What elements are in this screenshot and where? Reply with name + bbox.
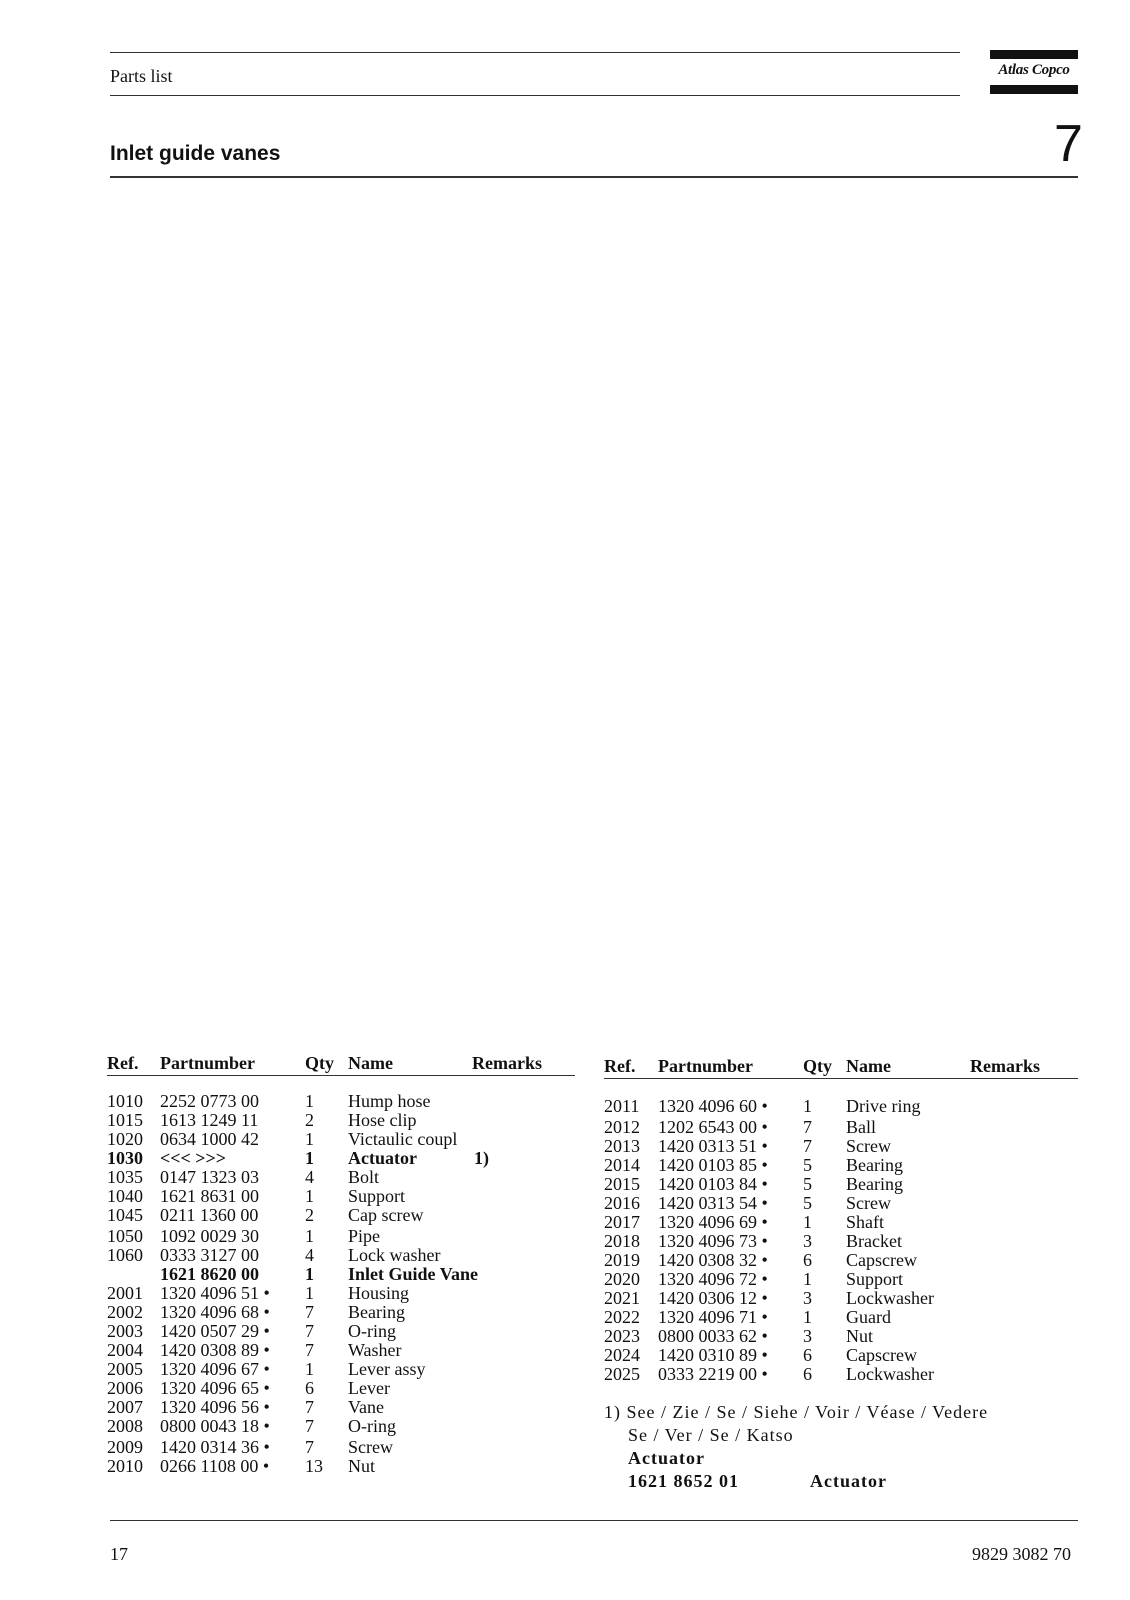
cell-part: 0333 3127 00 xyxy=(160,1245,259,1265)
cell-part: 1613 1249 11 xyxy=(160,1110,259,1130)
right-header-remarks: Remarks xyxy=(970,1056,1040,1076)
cell-qty: 7 xyxy=(305,1340,314,1360)
cell-qty: 1 xyxy=(305,1226,314,1246)
cell-ref: 2008 xyxy=(107,1416,143,1436)
footnote-line1: 1) See / Zie / Se / Siehe / Voir / Véase / Vedere xyxy=(604,1402,989,1422)
brand-wordmark: Atlas Copco xyxy=(998,62,1070,78)
cell-ref: 2001 xyxy=(107,1283,143,1303)
footnote-line2: Se / Ver / Se / Katso xyxy=(628,1425,794,1445)
cell-qty: 6 xyxy=(803,1345,812,1365)
cell-part: 1420 0310 89 • xyxy=(658,1345,768,1365)
footnote-ref-part-name: Actuator xyxy=(810,1471,887,1491)
cell-name: Lockwasher xyxy=(846,1288,934,1308)
cell-name: Screw xyxy=(846,1136,891,1156)
cell-ref: 2020 xyxy=(604,1269,640,1289)
cell-ref: 2004 xyxy=(107,1340,143,1360)
document-number: 9829 3082 70 xyxy=(972,1544,1071,1564)
cell-name: Screw xyxy=(846,1193,891,1213)
cell-ref: 1040 xyxy=(107,1186,143,1206)
cell-qty: 6 xyxy=(803,1364,812,1384)
cell-name: Vane xyxy=(348,1397,384,1417)
cell-part: 1320 4096 60 • xyxy=(658,1096,768,1116)
cell-name: Inlet Guide Vane xyxy=(348,1264,479,1284)
cell-qty: 2 xyxy=(305,1205,314,1225)
left-header-ref: Ref. xyxy=(107,1053,139,1073)
cell-ref: 2012 xyxy=(604,1117,640,1137)
cell-name: Housing xyxy=(348,1283,410,1303)
cell-qty: 1 xyxy=(803,1307,812,1327)
cell-qty: 7 xyxy=(305,1397,314,1417)
cell-name: Hump hose xyxy=(348,1091,431,1111)
cell-qty: 1 xyxy=(305,1186,314,1206)
right-header-part: Partnumber xyxy=(658,1056,753,1076)
cell-part: 0800 0043 18 • xyxy=(160,1416,270,1436)
right-header-qty: Qty xyxy=(803,1056,832,1076)
cell-name: Cap screw xyxy=(348,1205,424,1225)
cell-name: Hose clip xyxy=(348,1110,417,1130)
cell-name: O-ring xyxy=(348,1416,396,1436)
cell-ref: 1045 xyxy=(107,1205,143,1225)
footnote-ref-part: 1621 8652 01 xyxy=(628,1471,739,1491)
cell-ref: 2022 xyxy=(604,1307,640,1327)
cell-qty: 7 xyxy=(803,1136,812,1156)
cell-part: 1420 0507 29 • xyxy=(160,1321,270,1341)
cell-ref: 1030 xyxy=(107,1148,143,1168)
cell-ref: 2002 xyxy=(107,1302,143,1322)
cell-part: 1420 0308 89 • xyxy=(160,1340,270,1360)
cell-name: Shaft xyxy=(846,1212,884,1232)
cell-part: 1202 6543 00 • xyxy=(658,1117,768,1137)
cell-qty: 2 xyxy=(305,1110,314,1130)
cell-name: Nut xyxy=(348,1456,375,1476)
cell-ref: 2019 xyxy=(604,1250,640,1270)
cell-part: 1320 4096 72 • xyxy=(658,1269,768,1289)
cell-ref: 2018 xyxy=(604,1231,640,1251)
cell-ref: 2006 xyxy=(107,1378,143,1398)
cell-qty: 7 xyxy=(305,1416,314,1436)
cell-qty: 3 xyxy=(803,1326,812,1346)
cell-name: Drive ring xyxy=(846,1096,921,1116)
title-rule xyxy=(110,176,1078,178)
cell-part: 1320 4096 73 • xyxy=(658,1231,768,1251)
cell-qty: 1 xyxy=(305,1129,314,1149)
left-header-part: Partnumber xyxy=(160,1053,255,1073)
cell-ref: 2023 xyxy=(604,1326,640,1346)
left-header-name: Name xyxy=(348,1053,393,1073)
cell-name: Pipe xyxy=(348,1226,381,1246)
cell-name: Guard xyxy=(846,1307,891,1327)
cell-name: Support xyxy=(846,1269,904,1289)
cell-qty: 7 xyxy=(305,1302,314,1322)
cell-ref: 2009 xyxy=(107,1437,143,1457)
cell-qty: 1 xyxy=(305,1091,314,1111)
cell-qty: 5 xyxy=(803,1174,812,1194)
cell-part: 1420 0313 54 • xyxy=(658,1193,768,1213)
left-header-remarks: Remarks xyxy=(472,1053,542,1073)
cell-part: 1320 4096 51 • xyxy=(160,1283,270,1303)
cell-qty: 1 xyxy=(305,1359,314,1379)
cell-ref: 1010 xyxy=(107,1091,143,1111)
cell-ref: 1035 xyxy=(107,1167,143,1187)
cell-qty: 6 xyxy=(305,1378,314,1398)
cell-name: Screw xyxy=(348,1437,393,1457)
cell-part: 1420 0313 51 • xyxy=(658,1136,768,1156)
cell-name: Lever assy xyxy=(348,1359,426,1379)
cell-name: Bracket xyxy=(846,1231,902,1251)
footer-rule xyxy=(110,1520,1078,1521)
cell-part: 0800 0033 62 • xyxy=(658,1326,768,1346)
cell-part: 1420 0308 32 • xyxy=(658,1250,768,1270)
cell-ref: 2005 xyxy=(107,1359,143,1379)
cell-ref: 1060 xyxy=(107,1245,143,1265)
cell-name: Ball xyxy=(846,1117,876,1137)
cell-ref: 2007 xyxy=(107,1397,143,1417)
cell-ref: 2014 xyxy=(604,1155,640,1175)
cell-ref: 2011 xyxy=(604,1096,640,1116)
cell-qty: 3 xyxy=(803,1288,812,1308)
cell-remarks: 1) xyxy=(474,1148,489,1168)
cell-qty: 7 xyxy=(305,1321,314,1341)
cell-part: 1320 4096 65 • xyxy=(160,1378,270,1398)
cell-ref: 2016 xyxy=(604,1193,640,1213)
cell-name: Lockwasher xyxy=(846,1364,934,1384)
cell-ref: 1020 xyxy=(107,1129,143,1149)
cell-part: 1420 0314 36 • xyxy=(160,1437,270,1457)
cell-name: Nut xyxy=(846,1326,873,1346)
cell-ref: 2021 xyxy=(604,1288,640,1308)
cell-part: 1621 8620 00 xyxy=(160,1264,259,1284)
left-header-qty: Qty xyxy=(305,1053,334,1073)
cell-name: Capscrew xyxy=(846,1345,917,1365)
cell-qty: 1 xyxy=(803,1212,812,1232)
cell-name: Bearing xyxy=(846,1155,903,1175)
cell-part: 0211 1360 00 xyxy=(160,1205,259,1225)
left-header-rule xyxy=(107,1075,575,1076)
cell-part: 1320 4096 68 • xyxy=(160,1302,270,1322)
cell-part: 1320 4096 71 • xyxy=(658,1307,768,1327)
cell-ref: 2015 xyxy=(604,1174,640,1194)
cell-qty: 4 xyxy=(305,1245,314,1265)
cell-name: Lock washer xyxy=(348,1245,441,1265)
page-number: 17 xyxy=(110,1544,128,1564)
cell-part: 1420 0306 12 • xyxy=(658,1288,768,1308)
cell-qty: 1 xyxy=(803,1096,812,1116)
cell-part: 1320 4096 56 • xyxy=(160,1397,270,1417)
header-label: Parts list xyxy=(110,66,173,86)
cell-qty: 4 xyxy=(305,1167,314,1187)
cell-qty: 7 xyxy=(803,1117,812,1137)
cell-part: 0634 1000 42 xyxy=(160,1129,259,1149)
cell-part: 1420 0103 85 • xyxy=(658,1155,768,1175)
cell-ref: 2025 xyxy=(604,1364,640,1384)
footnote-ref-name: Actuator xyxy=(628,1448,705,1468)
header-top-rule xyxy=(110,52,960,53)
right-header-rule xyxy=(604,1078,1078,1079)
cell-qty: 1 xyxy=(803,1269,812,1289)
cell-part: 1320 4096 69 • xyxy=(658,1212,768,1232)
cell-part: 0333 2219 00 • xyxy=(658,1364,768,1384)
cell-qty: 5 xyxy=(803,1193,812,1213)
cell-ref: 2010 xyxy=(107,1456,143,1476)
cell-part: 1092 0029 30 xyxy=(160,1226,259,1246)
cell-name: Actuator xyxy=(348,1148,417,1168)
cell-qty: 7 xyxy=(305,1437,314,1457)
cell-qty: 3 xyxy=(803,1231,812,1251)
cell-qty: 6 xyxy=(803,1250,812,1270)
cell-name: Victaulic coupl xyxy=(348,1129,458,1149)
cell-name: Lever xyxy=(348,1378,390,1398)
page-title: Inlet guide vanes xyxy=(110,142,281,165)
cell-name: Bearing xyxy=(846,1174,903,1194)
cell-ref: 2013 xyxy=(604,1136,640,1156)
chapter-number: 7 xyxy=(1054,115,1083,173)
cell-ref: 1050 xyxy=(107,1226,143,1246)
cell-name: Capscrew xyxy=(846,1250,917,1270)
right-header-ref: Ref. xyxy=(604,1056,636,1076)
cell-ref: 1015 xyxy=(107,1110,143,1130)
cell-part: 0147 1323 03 xyxy=(160,1167,259,1187)
cell-part: 2252 0773 00 xyxy=(160,1091,259,1111)
cell-qty: 1 xyxy=(305,1148,314,1168)
brand-logo xyxy=(990,50,1078,94)
cell-qty: 5 xyxy=(803,1155,812,1175)
cell-name: Bolt xyxy=(348,1167,380,1187)
cell-name: O-ring xyxy=(348,1321,396,1341)
cell-name: Washer xyxy=(348,1340,402,1360)
right-header-name: Name xyxy=(846,1056,891,1076)
cell-qty: 13 xyxy=(305,1456,323,1476)
cell-part: 1420 0103 84 • xyxy=(658,1174,768,1194)
cell-part: 1621 8631 00 xyxy=(160,1186,259,1206)
header-bottom-rule xyxy=(110,95,960,96)
cell-part: <<< >>> xyxy=(160,1148,227,1168)
cell-name: Support xyxy=(348,1186,406,1206)
cell-ref: 2003 xyxy=(107,1321,143,1341)
cell-name: Bearing xyxy=(348,1302,405,1322)
cell-ref: 2024 xyxy=(604,1345,640,1365)
cell-qty: 1 xyxy=(305,1264,314,1284)
cell-qty: 1 xyxy=(305,1283,314,1303)
cell-part: 0266 1108 00 • xyxy=(160,1456,270,1476)
cell-ref: 2017 xyxy=(604,1212,640,1232)
cell-part: 1320 4096 67 • xyxy=(160,1359,270,1379)
